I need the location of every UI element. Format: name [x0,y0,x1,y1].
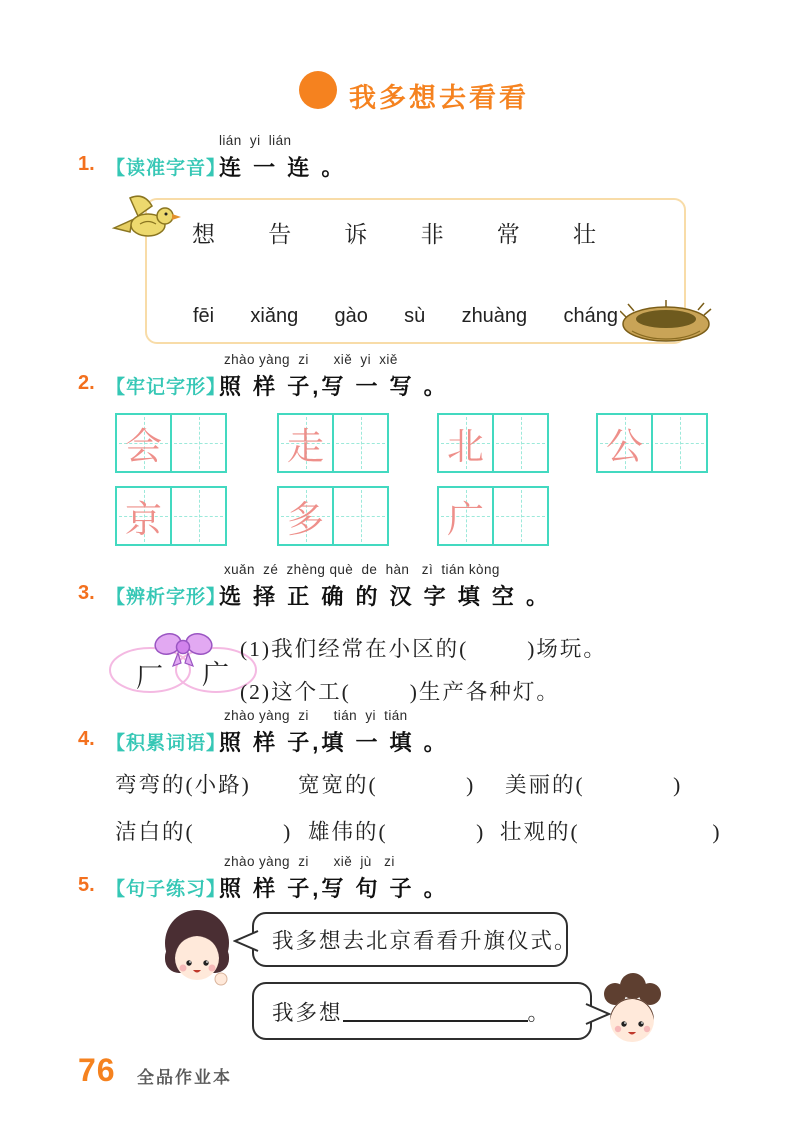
title-bullet-icon [299,71,337,109]
bird-icon [110,192,182,248]
section1-pinyin: lián yi lián [219,133,292,148]
writing-grid-empty-cell [492,415,547,471]
writing-grid-empty-cell [492,488,547,544]
writing-grid-model-cell [598,415,651,471]
match-char: 壮 [572,222,596,247]
model-character: 北 [447,427,484,468]
bubble-tail-left-icon [233,929,259,953]
match-pinyin: xiǎng [250,305,299,327]
answer-blank-line [343,1000,528,1022]
section3-instruction: 选 择 正 确 的 汉 字 填 空 。 [219,584,552,609]
fill-word: 宽宽的( ) [298,773,476,797]
choice-option-2: 广 [202,660,229,690]
writing-grid-model-cell [439,415,492,471]
section5-tag: 【句子练习】 [106,879,227,900]
model-character: 走 [287,427,324,468]
model-character: 公 [606,427,643,468]
writing-grid-model-cell [439,488,492,544]
section1-number: 1. [78,153,95,175]
page-number: 76 [78,1052,116,1088]
section2-pinyin: zhào yàng zi xiě yi xiě [224,352,398,367]
model-character: 京 [125,500,162,541]
writing-grid-model-cell [279,488,332,544]
writing-grid-empty-cell [170,488,225,544]
example-speech-bubble [252,912,578,967]
section3-number: 3. [78,582,95,604]
section3-tag: 【辨析字形】 [106,587,227,608]
writing-grid-empty-cell [170,415,225,471]
matching-characters-row [192,216,596,249]
section1-instruction: 连 一 连 。 [219,155,347,180]
writing-grid [277,486,389,546]
match-pinyin: gào [334,305,368,327]
model-character: 广 [447,500,484,541]
fill-word: 洁白的( ) [115,820,293,844]
choice-option-1: 厂 [136,663,163,693]
fill-word: 壮观的( ) [500,820,722,844]
section5-pinyin: zhào yàng zi xiě jù zi [224,854,395,869]
section4-number: 4. [78,728,95,750]
section4-tag: 【积累词语】 [106,733,227,754]
writing-grid-empty-cell [332,415,387,471]
match-pinyin: zhuàng [461,305,528,327]
answer-speech-bubble [252,982,592,1040]
model-character: 会 [125,427,162,468]
writing-grid-model-cell [117,488,170,544]
section2-number: 2. [78,372,95,394]
section5-number: 5. [78,874,95,896]
match-char: 非 [420,222,444,247]
fill-word: 美丽的( ) [505,773,683,797]
matching-pinyin-row [193,305,618,328]
writing-grid [115,486,227,546]
sentence-period: 。 [527,1000,552,1025]
bubble-tail-right-icon [585,1002,611,1026]
sentence-stem: 我多想 [272,1000,343,1025]
writing-grid-model-cell [279,415,332,471]
example-sentence: 我多想去北京看看升旗仪式。 [272,929,578,953]
section1-tag: 【读准字音】 [106,158,227,179]
model-character: 多 [287,500,324,541]
section2-tag: 【牢记字形】 [106,377,227,398]
match-char: 诉 [344,222,368,247]
match-char: 想 [192,222,215,247]
matching-box [145,198,686,344]
choice-sentence-2: (2)这个工( )生产各种灯。 [240,680,560,704]
choice-sentence-1: (1)我们经常在小区的( )场玩。 [240,637,607,661]
section4-instruction: 照 样 子,填 一 填 。 [219,730,449,755]
nest-icon [620,299,712,345]
section5-instruction: 照 样 子,写 句 子 。 [219,876,449,901]
section3-pinyin: xuǎn zé zhèng què de hàn zì tián kòng [224,562,500,577]
section2-instruction: 照 样 子,写 一 写 。 [219,374,449,399]
workbook-brand: 全品作业本 [137,1068,232,1087]
writing-grid-empty-cell [651,415,706,471]
writing-grid [437,486,549,546]
writing-grid [115,413,227,473]
fill-word: 雄伟的( ) [308,820,486,844]
match-char: 常 [496,222,520,247]
section4-pinyin: zhào yàng zi tián yi tián [224,708,408,723]
page-title: 我多想去看看 [349,83,529,113]
writing-grid-empty-cell [332,488,387,544]
writing-grid-model-cell [117,415,170,471]
match-pinyin: fēi [193,305,215,327]
writing-grid [596,413,708,473]
girl-avatar [160,905,235,990]
match-pinyin: sù [404,305,426,327]
writing-grid [437,413,549,473]
writing-grid [277,413,389,473]
match-char: 告 [268,222,292,247]
match-pinyin: cháng [563,305,618,327]
fill-word: 弯弯的(小路) [115,773,251,797]
